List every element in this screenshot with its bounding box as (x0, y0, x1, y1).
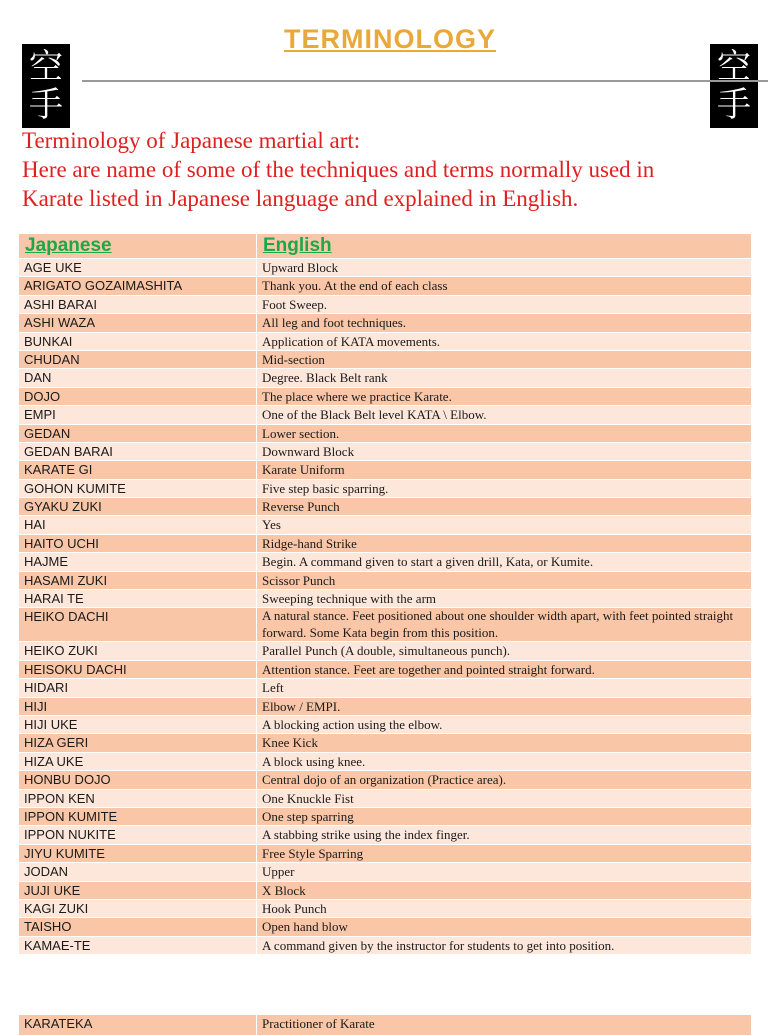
terminology-table-continued (18, 1014, 752, 1036)
japanese-term: JIYU KUMITE (19, 844, 257, 862)
table-row (19, 679, 752, 697)
english-meaning: All leg and foot techniques. (257, 314, 752, 332)
english-meaning: Lower section. (257, 424, 752, 442)
english-meaning: One step sparring (257, 807, 752, 825)
english-column-header: English (257, 234, 752, 259)
table-row (19, 734, 752, 752)
english-meaning: Free Style Sparring (257, 844, 752, 862)
table-row (19, 461, 752, 479)
english-meaning: Karate Uniform (257, 461, 752, 479)
japanese-term: KARATE GI (19, 461, 257, 479)
japanese-term: BUNKAI (19, 332, 257, 350)
japanese-term: HIJI UKE (19, 715, 257, 733)
japanese-term: KAMAE-TE (19, 936, 257, 954)
english-meaning: Scissor Punch (257, 571, 752, 589)
table-row (19, 642, 752, 660)
english-meaning: Begin. A command given to start a given drill, Kata, or Kumite. (257, 553, 752, 571)
table-row (19, 697, 752, 715)
japanese-term: GEDAN BARAI (19, 442, 257, 460)
table-row (19, 863, 752, 881)
table-row (19, 553, 752, 571)
table-row (19, 387, 752, 405)
english-meaning: Ridge-hand Strike (257, 534, 752, 552)
english-meaning: Mid-section (257, 350, 752, 368)
english-meaning: Upper (257, 863, 752, 881)
english-meaning: Sweeping technique with the arm (257, 590, 752, 608)
english-meaning: Foot Sweep. (257, 295, 752, 313)
japanese-term: HEIKO DACHI (19, 608, 257, 642)
table-row (19, 1015, 752, 1036)
english-meaning: Degree. Black Belt rank (257, 369, 752, 387)
japanese-term: DAN (19, 369, 257, 387)
table-row (19, 277, 752, 295)
japanese-term: HAITO UCHI (19, 534, 257, 552)
japanese-term: AGE UKE (19, 259, 257, 277)
japanese-term: HIZA GERI (19, 734, 257, 752)
english-meaning: Attention stance. Feet are together and pointed straight forward. (257, 660, 752, 678)
intro-line: Karate listed in Japanese language and explained in English. (22, 186, 579, 211)
japanese-term: GEDAN (19, 424, 257, 442)
table-row (19, 498, 752, 516)
intro-line: Terminology of Japanese martial art: (22, 128, 361, 153)
english-meaning: A command given by the instructor for students to get into position. (257, 936, 752, 954)
intro-paragraph (22, 126, 752, 213)
table-row (19, 314, 752, 332)
english-meaning: X Block (257, 881, 752, 899)
english-meaning: Parallel Punch (A double, simultaneous punch). (257, 642, 752, 660)
japanese-term: KARATEKA (19, 1015, 257, 1036)
japanese-term: KAGI ZUKI (19, 899, 257, 917)
table-header-row (19, 234, 752, 259)
japanese-term: HONBU DOJO (19, 771, 257, 789)
japanese-term: IPPON NUKITE (19, 826, 257, 844)
table-row (19, 590, 752, 608)
kanji-te: 手 (717, 85, 751, 125)
table-row (19, 899, 752, 917)
table-row (19, 424, 752, 442)
english-meaning: Open hand blow (257, 918, 752, 936)
japanese-term: DOJO (19, 387, 257, 405)
japanese-term: CHUDAN (19, 350, 257, 368)
english-meaning: Application of KATA movements. (257, 332, 752, 350)
english-meaning: Thank you. At the end of each class (257, 277, 752, 295)
table-row (19, 516, 752, 534)
japanese-term: HIDARI (19, 679, 257, 697)
japanese-term: EMPI (19, 406, 257, 424)
english-meaning: A block using knee. (257, 752, 752, 770)
english-meaning: A natural stance. Feet positioned about one shoulder width apart, with feet pointed straight forward. Some Kata begin from this position. (257, 608, 752, 642)
english-meaning: Yes (257, 516, 752, 534)
english-meaning: Hook Punch (257, 899, 752, 917)
table-row (19, 844, 752, 862)
kanji-kara: 空 (717, 47, 751, 87)
japanese-term: IPPON KUMITE (19, 807, 257, 825)
table-row (19, 715, 752, 733)
japanese-term: GYAKU ZUKI (19, 498, 257, 516)
karate-kanji-logo-right (710, 44, 758, 128)
table-row (19, 571, 752, 589)
table-row (19, 369, 752, 387)
japanese-term: ASHI BARAI (19, 295, 257, 313)
japanese-term: JUJI UKE (19, 881, 257, 899)
table-row (19, 350, 752, 368)
table-row (19, 332, 752, 350)
english-meaning: Left (257, 679, 752, 697)
table-row (19, 406, 752, 424)
terminology-table-body (19, 259, 752, 955)
japanese-term: HEISOKU DACHI (19, 660, 257, 678)
english-meaning: One of the Black Belt level KATA \ Elbow. (257, 406, 752, 424)
english-meaning: Downward Block (257, 442, 752, 460)
table-row (19, 259, 752, 277)
english-meaning: A blocking action using the elbow. (257, 715, 752, 733)
table-row (19, 660, 752, 678)
table-row (19, 881, 752, 899)
japanese-term: HARAI TE (19, 590, 257, 608)
english-meaning: One Knuckle Fist (257, 789, 752, 807)
english-meaning: Practitioner of Karate (257, 1015, 752, 1036)
japanese-column-header: Japanese (19, 234, 257, 259)
english-meaning: Upward Block (257, 259, 752, 277)
english-meaning: Central dojo of an organization (Practice area). (257, 771, 752, 789)
japanese-term: ASHI WAZA (19, 314, 257, 332)
table-row (19, 752, 752, 770)
table-row (19, 608, 752, 642)
english-meaning: Reverse Punch (257, 498, 752, 516)
japanese-term: IPPON KEN (19, 789, 257, 807)
japanese-term: GOHON KUMITE (19, 479, 257, 497)
japanese-term: HEIKO ZUKI (19, 642, 257, 660)
english-meaning: The place where we practice Karate. (257, 387, 752, 405)
table-row (19, 807, 752, 825)
japanese-term: HAI (19, 516, 257, 534)
japanese-term: TAISHO (19, 918, 257, 936)
karate-kanji-logo-left (22, 44, 70, 128)
english-meaning: A stabbing strike using the index finger. (257, 826, 752, 844)
japanese-term: JODAN (19, 863, 257, 881)
japanese-term: HAJME (19, 553, 257, 571)
english-meaning: Five step basic sparring. (257, 479, 752, 497)
table-row (19, 295, 752, 313)
table-row (19, 826, 752, 844)
japanese-term: ARIGATO GOZAIMASHITA (19, 277, 257, 295)
page-title: TERMINOLOGY (284, 24, 496, 54)
japanese-term: HIJI (19, 697, 257, 715)
english-meaning: Knee Kick (257, 734, 752, 752)
table-row (19, 442, 752, 460)
english-meaning: Elbow / EMPI. (257, 697, 752, 715)
table-row (19, 479, 752, 497)
kanji-kara: 空 (29, 47, 63, 87)
terminology-table (18, 233, 752, 955)
table-row (19, 936, 752, 954)
table-row (19, 771, 752, 789)
japanese-term: HIZA UKE (19, 752, 257, 770)
japanese-term: HASAMI ZUKI (19, 571, 257, 589)
table-row (19, 789, 752, 807)
table-row (19, 918, 752, 936)
table-row (19, 534, 752, 552)
intro-line: Here are name of some of the techniques and terms normally used in (22, 157, 655, 182)
kanji-te: 手 (29, 85, 63, 125)
title-divider (82, 80, 768, 82)
